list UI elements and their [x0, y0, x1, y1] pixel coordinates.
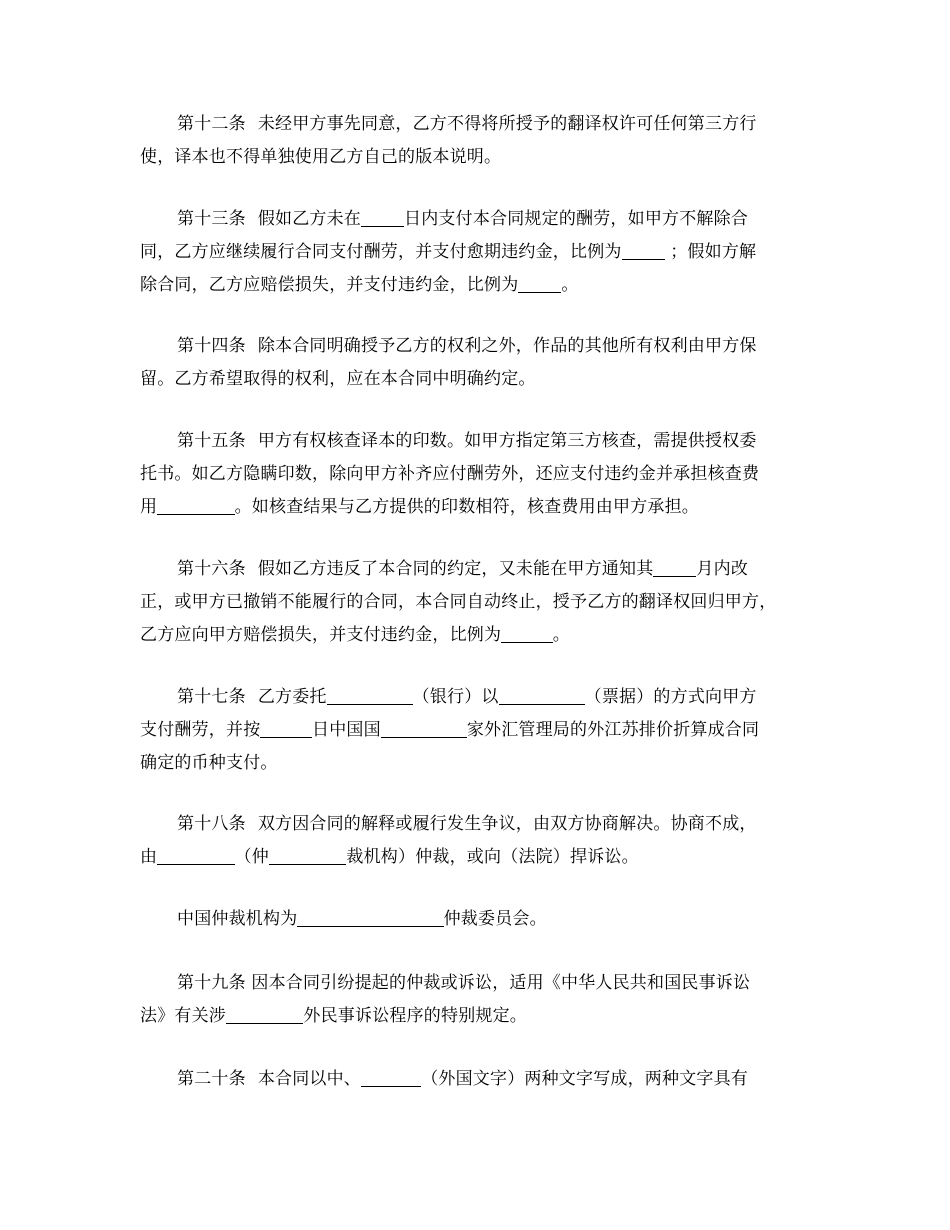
text-fragment: 由 [140, 847, 158, 867]
text-fragment: （外国文字）两种文字写成，两种文字具有 [421, 1069, 749, 1089]
text-line [140, 108, 820, 141]
text-fragment: （银行）以 [412, 687, 499, 707]
text-fragment: 假如乙方违反了本合同的约定，又未能在甲方通知其 [257, 559, 654, 579]
text-fragment: 第二十条 [177, 1069, 246, 1089]
fill-in-blank[interactable] [260, 719, 312, 738]
text-fragment: 第十八条 [177, 814, 246, 834]
text-fragment: 托书。如乙方隐瞒印数，除向甲方补齐应付酬劳外，还应支付违约金并承担核查费 [140, 464, 760, 484]
text-fragment: 正，或甲方已撤销不能履行的合同，本合同自动终止，授予乙方的翻译权回归甲方， [140, 592, 777, 612]
text-fragment: 仲裁委员会。 [443, 909, 547, 929]
arbitration-institution [140, 903, 820, 936]
article-14 [140, 330, 820, 396]
fill-in-blank[interactable] [653, 558, 696, 577]
text-line [140, 967, 820, 1000]
fill-in-blank[interactable] [361, 1068, 421, 1087]
text-fragment: 第十二条 [177, 114, 246, 134]
text-fragment: 同，乙方应继续履行合同支付酬劳，并支付愈期违约金，比例为 [140, 242, 622, 262]
text-fragment: 第十五条 [177, 431, 246, 451]
text-fragment: 第十四条 [177, 336, 246, 356]
text-line [140, 425, 820, 458]
text-line [140, 330, 820, 363]
text-fragment: 支付酬劳，并按 [140, 720, 261, 740]
fill-in-blank[interactable] [226, 1005, 303, 1024]
fill-in-blank[interactable] [361, 208, 404, 227]
fill-in-blank[interactable] [622, 241, 665, 260]
text-fragment: 。如核查结果与乙方提供的印数相符，核查费用由甲方承担。 [234, 497, 699, 517]
text-fragment: 裁机构）仲裁，或向（法院）捍诉讼。 [346, 847, 639, 867]
text-line [140, 1000, 820, 1033]
text-fragment: 甲方有权核查译本的印数。如甲方指定第三方核查，需提供授权委 [257, 431, 757, 451]
article-20 [140, 1063, 820, 1096]
text-fragment: 留。乙方希望取得的权利，应在本合同中明确约定。 [140, 369, 536, 389]
text-fragment: 除合同，乙方应赔偿损失，并支付违约金，比例为 [140, 275, 519, 295]
fill-in-blank[interactable] [518, 274, 561, 293]
text-line [140, 714, 820, 747]
text-fragment: 第十三条 [177, 209, 246, 229]
article-15 [140, 425, 820, 524]
text-fragment: 月内改 [696, 559, 749, 579]
text-line [140, 269, 820, 302]
text-line [140, 681, 820, 714]
fill-in-blank[interactable] [327, 686, 413, 705]
text-line [140, 141, 820, 174]
text-fragment: 第十九条 因本合同引纷提起的仲裁或诉讼，适用《中华人民共和国民事诉讼 [177, 973, 751, 993]
text-fragment: 第十六条 [177, 559, 246, 579]
fill-in-blank[interactable] [381, 719, 467, 738]
fill-in-blank[interactable] [269, 846, 346, 865]
text-line [140, 619, 820, 652]
text-fragment: ；假如方解 [664, 242, 757, 262]
text-fragment: 用 [140, 497, 158, 517]
text-fragment: 除本合同明确授予乙方的权利之外，作品的其他所有权利由甲方保 [257, 336, 757, 356]
text-line [140, 841, 820, 874]
text-fragment: 第十七条 [177, 687, 246, 707]
text-line [140, 1063, 820, 1096]
text-line [140, 363, 820, 396]
text-line [140, 236, 820, 269]
text-fragment: 日中国国 [312, 720, 381, 740]
text-fragment: 中国仲裁机构为 [177, 909, 298, 929]
text-fragment: 使，译本也不得单独使用乙方自己的版本说明。 [140, 147, 502, 167]
text-line [140, 458, 820, 491]
fill-in-blank[interactable] [501, 624, 553, 643]
text-fragment: 家外汇管理局的外江苏排价折算成合同 [466, 720, 760, 740]
text-line [140, 903, 820, 936]
text-fragment: 乙方应向甲方赔偿损失，并支付违约金，比例为 [140, 625, 502, 645]
text-line [140, 747, 820, 780]
text-fragment: 。 [561, 275, 579, 295]
text-line [140, 808, 820, 841]
text-line [140, 586, 820, 619]
fill-in-blank[interactable] [499, 686, 585, 705]
text-fragment: （仲 [234, 847, 269, 867]
text-line [140, 553, 820, 586]
text-fragment: （票据）的方式向甲方 [584, 687, 757, 707]
text-fragment: 乙方委托 [257, 687, 327, 707]
text-fragment: 法》有关涉 [140, 1006, 226, 1026]
text-fragment: 日内支付本合同规定的酬劳，如甲方不解除合 [404, 209, 749, 229]
article-12 [140, 108, 820, 174]
fill-in-blank[interactable] [157, 846, 234, 865]
article-13 [140, 203, 820, 302]
text-fragment: 未经甲方事先同意，乙方不得将所授予的翻译权许可任何第三方行 [257, 114, 757, 134]
text-fragment: 外民事诉讼程序的特别规定。 [303, 1006, 527, 1026]
article-18 [140, 808, 820, 874]
fill-in-blank[interactable] [297, 908, 443, 927]
text-fragment: 。 [552, 625, 570, 645]
text-fragment: 本合同以中、 [257, 1069, 362, 1089]
text-line [140, 491, 820, 524]
text-fragment: 确定的币种支付。 [140, 753, 278, 773]
text-line [140, 203, 820, 236]
fill-in-blank[interactable] [157, 496, 234, 515]
article-19 [140, 967, 820, 1033]
article-16 [140, 553, 820, 652]
text-fragment: 双方因合同的解释或履行发生争议，由双方协商解决。协商不成， [257, 814, 757, 834]
text-fragment: 假如乙方未在 [257, 209, 362, 229]
article-17 [140, 681, 820, 780]
